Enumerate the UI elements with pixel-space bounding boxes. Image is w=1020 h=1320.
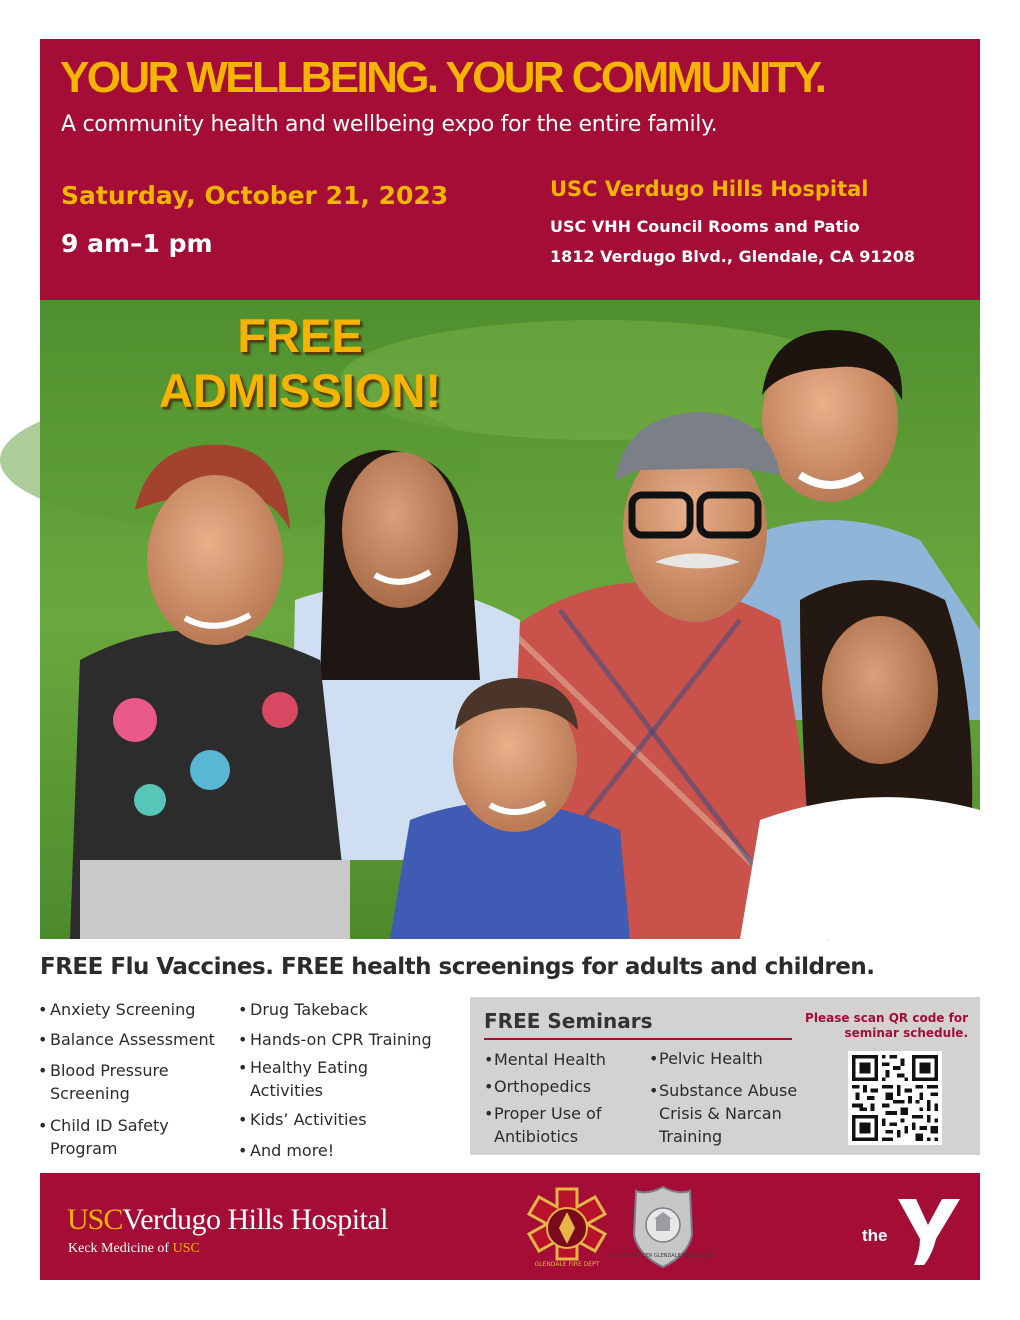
venue-room: USC VHH Council Rooms and Patio bbox=[550, 217, 860, 236]
seminars-box bbox=[470, 997, 980, 1155]
qr-instructions: Please scan QR code for seminar schedule. bbox=[805, 1011, 968, 1040]
qr-code-graphic bbox=[848, 1051, 942, 1145]
screening-item: • Drug Takeback bbox=[238, 1000, 368, 1019]
hospital-wordmark: Verdugo Hills Hospital bbox=[122, 1203, 389, 1236]
event-date: Saturday, October 21, 2023 bbox=[61, 181, 449, 210]
usc-vhh-logo bbox=[67, 1203, 388, 1237]
ymca-the-text: the bbox=[862, 1226, 888, 1245]
screening-item: • Balance Assessment bbox=[38, 1030, 215, 1049]
sponsor-footer bbox=[40, 1173, 980, 1280]
fire-department-badge-icon bbox=[526, 1187, 608, 1273]
screening-item: • Blood Pressure Screening bbox=[38, 1061, 169, 1103]
screening-item: • Healthy Eating Activities bbox=[238, 1058, 369, 1100]
venue-address: 1812 Verdugo Blvd., Glendale, CA 91208 bbox=[550, 247, 915, 266]
screening-item: • Child ID Safety Program bbox=[38, 1116, 169, 1158]
family-photo bbox=[40, 300, 980, 939]
ymca-word-text: YMCA bbox=[939, 1236, 953, 1258]
police-badge-text: POLICE OFFICER GLENDALE POLICE 1906 bbox=[611, 1253, 715, 1259]
screening-item: • Kids’ Activities bbox=[238, 1110, 367, 1129]
police-badge-icon bbox=[611, 1185, 715, 1273]
fire-badge-text: GLENDALE FIRE DEPT bbox=[534, 1261, 600, 1268]
headline: YOUR WELLBEING. YOUR COMMUNITY. bbox=[60, 53, 825, 102]
seminar-item: •Orthopedics bbox=[484, 1077, 592, 1096]
usc-wordmark: USC bbox=[67, 1203, 123, 1236]
venue-name: USC Verdugo Hills Hospital bbox=[550, 177, 869, 201]
seminars-divider bbox=[484, 1038, 792, 1040]
free-admission-banner bbox=[130, 308, 470, 418]
seminar-item: •Proper Use of Antibiotics bbox=[484, 1104, 602, 1146]
fire-badge-graphic bbox=[526, 1187, 608, 1269]
screening-item: • Anxiety Screening bbox=[38, 1000, 196, 1019]
screening-item: • Hands-on CPR Training bbox=[238, 1030, 432, 1049]
keck-tagline: Keck Medicine of USC bbox=[68, 1241, 200, 1256]
free-admission-line-1: FREE bbox=[237, 309, 363, 362]
services-tagline: FREE Flu Vaccines. FREE health screenings for adults and children. bbox=[40, 954, 875, 980]
subheadline: A community health and wellbeing expo for the entire family. bbox=[61, 112, 718, 137]
event-time: 9 am–1 pm bbox=[61, 229, 213, 258]
event-header bbox=[40, 39, 980, 300]
seminar-item: •Substance Abuse Crisis & Narcan Training bbox=[649, 1081, 798, 1146]
free-admission-line-2: ADMISSION! bbox=[159, 364, 441, 417]
seminar-item: •Pelvic Health bbox=[649, 1049, 763, 1068]
police-badge-graphic bbox=[611, 1185, 715, 1269]
qr-code-icon[interactable] bbox=[848, 1051, 942, 1145]
seminar-item: •Mental Health bbox=[484, 1050, 606, 1069]
screening-item: • And more! bbox=[238, 1141, 335, 1160]
ymca-logo-graphic bbox=[858, 1193, 978, 1269]
seminars-title: FREE Seminars bbox=[484, 1009, 653, 1033]
ymca-logo-icon bbox=[858, 1193, 978, 1273]
